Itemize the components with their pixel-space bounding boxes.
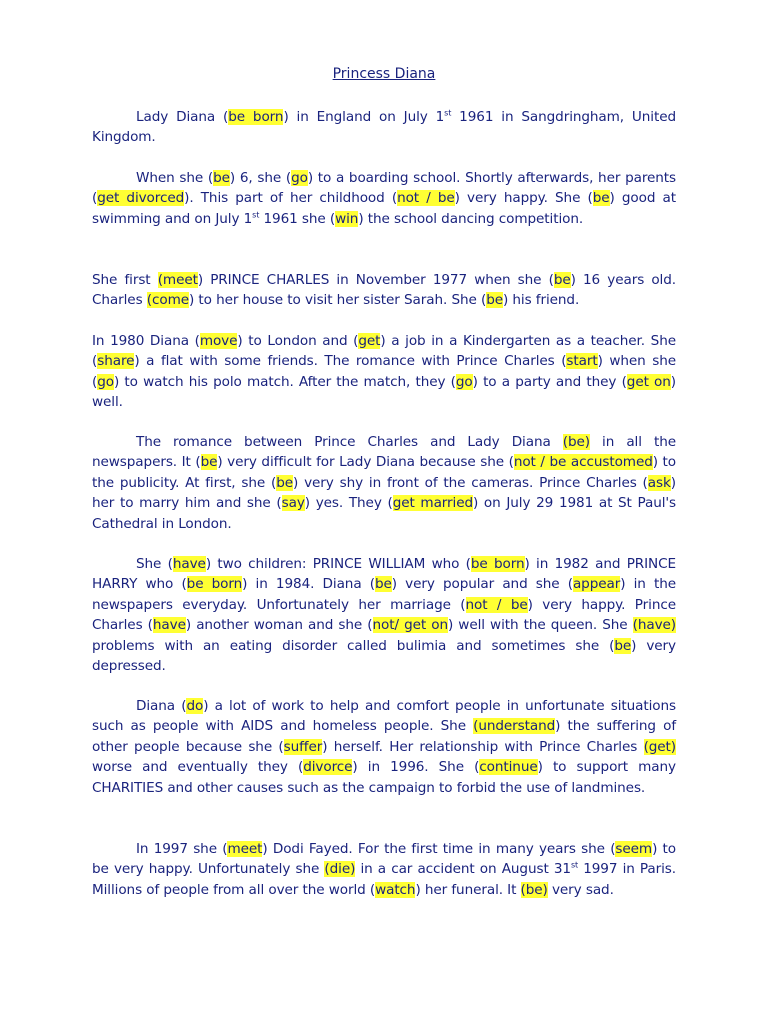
text-run: She (	[136, 556, 173, 572]
text-run: ) good at swimming and on July 1	[92, 190, 676, 227]
highlighted-verb: share	[97, 353, 135, 370]
paragraph-2	[92, 168, 676, 229]
text-run: ) the school dancing competition.	[358, 210, 584, 227]
highlighted-verb: meet	[227, 841, 263, 857]
highlighted-verb: appear	[572, 576, 621, 593]
text-run: in a car accident on August 31	[355, 861, 571, 878]
text-run: ). This part of her childhood (	[184, 190, 398, 207]
highlighted-verb: move	[199, 333, 238, 349]
text-run: ) to support many CHARITIES and other causes such as the campaign to forbid the use of landmines.	[92, 759, 676, 796]
highlighted-verb: (meet	[157, 272, 198, 288]
text-run: ) Dodi Fayed. For the first time in many years she (	[262, 841, 616, 857]
highlighted-verb: (come	[146, 292, 189, 309]
text-run: 1961 she (	[259, 210, 336, 227]
text-run: ) in 1984. Diana (	[242, 576, 375, 593]
text-run: ) to the publicity. At first, she (	[92, 454, 677, 491]
text-run: When she (	[136, 170, 214, 186]
text-run: ) to watch his polo match. After the match, they (	[113, 373, 456, 390]
paragraph-7	[92, 696, 676, 798]
text-run: 1961 in Sangdringham, United Kingdom.	[92, 109, 676, 146]
highlighted-verb: divorce	[303, 759, 353, 776]
highlighted-verb: have	[172, 556, 206, 572]
highlighted-verb: (die)	[324, 861, 356, 878]
text-run: ) his friend.	[502, 292, 580, 309]
text-run: Diana (	[136, 698, 187, 714]
text-run: ) very shy in front of the cameras. Prince Charles (	[293, 474, 648, 491]
highlighted-verb: go	[455, 373, 473, 390]
text-run: worse and eventually they (	[92, 759, 304, 776]
highlighted-verb: have	[152, 617, 186, 634]
text-run: ) 16 years old. Charles	[92, 272, 676, 309]
highlighted-verb: watch	[375, 881, 416, 898]
text-run: ) very happy. Prince Charles (	[92, 596, 676, 634]
text-run: ) on July 29 1981 at St Paul's Cathedral in London.	[92, 495, 677, 532]
highlighted-verb: be	[553, 272, 571, 288]
highlighted-verb: get married	[392, 495, 474, 512]
text-run: ) to her house to visit her sister Sarah. She (	[188, 292, 487, 309]
highlighted-verb: not/ get on	[372, 617, 448, 634]
text-run: ) in the newspapers everyday. Unfortunately her marriage (	[92, 576, 676, 613]
highlighted-verb: (understand	[473, 718, 556, 735]
text-run: ) very popular and she (	[391, 576, 573, 593]
text-run: In 1980 Diana (	[92, 333, 200, 349]
highlighted-verb: ask	[647, 474, 671, 491]
highlighted-verb: (get)	[643, 738, 676, 755]
highlighted-verb: start	[566, 353, 598, 370]
text-run: ) another woman and she (	[185, 617, 373, 634]
highlighted-verb: (have)	[632, 617, 676, 634]
highlighted-verb: be	[614, 637, 632, 654]
text-run: ) in England on July 1	[283, 109, 445, 125]
text-run: ) to a boarding school. Shortly afterwards, her parents (	[92, 170, 677, 207]
highlighted-verb: suffer	[283, 738, 323, 755]
paragraph-1	[92, 107, 676, 148]
text-run: 1997 in Paris. Millions of people from all over the world (	[92, 861, 677, 898]
text-run: ) very happy. She (	[454, 190, 593, 207]
text-run: ) in 1996. She (	[352, 759, 480, 776]
text-run: ) to a party and they (	[472, 373, 627, 390]
document-title: Princess Diana	[332, 66, 436, 82]
highlighted-verb: continue	[479, 759, 538, 776]
text-run: ) a lot of work to help and comfort people in unfortunate situations such as people with AIDS and homeless people. She	[92, 698, 676, 735]
text-run: ) her to marry him and she (	[92, 474, 676, 512]
text-run: ) two children: PRINCE WILLIAM who (	[205, 556, 471, 572]
highlighted-verb: not / be	[397, 190, 455, 207]
highlighted-verb: (be)	[562, 434, 590, 450]
highlighted-verb: (be)	[520, 881, 548, 898]
paragraph-8	[92, 839, 676, 900]
highlighted-verb: seem	[615, 841, 653, 857]
text-run: ) a job in a Kindergarten as a teacher. She (	[92, 333, 676, 370]
text-run: ) 6, she (	[229, 170, 292, 186]
text-run: ) PRINCE CHARLES in November 1977 when she (	[197, 272, 554, 288]
highlighted-verb: be	[374, 576, 392, 593]
text-run: problems with an eating disorder called bulimia and sometimes she (	[92, 637, 615, 654]
text-run: ) well with the queen. She	[447, 617, 633, 634]
highlighted-verb: get on	[626, 373, 671, 390]
highlighted-verb: win	[335, 210, 359, 227]
highlighted-verb: be	[276, 474, 294, 491]
text-run: in all the newspapers. It (	[92, 434, 676, 471]
highlighted-verb: not / be accustomed	[513, 454, 653, 471]
text-run: ) her funeral. It	[415, 881, 521, 898]
text-run: The romance between Prince Charles and Lady Diana	[136, 434, 563, 450]
paragraph-4	[92, 331, 676, 413]
highlighted-verb: go	[291, 170, 308, 186]
text-run: ) in 1982 and PRINCE HARRY who (	[92, 556, 676, 593]
text-run: Lady Diana (	[136, 109, 229, 125]
text-run: In 1997 she (	[136, 841, 228, 857]
highlighted-verb: do	[186, 698, 204, 714]
text-run: very sad.	[547, 881, 614, 898]
text-run: ) herself. Her relationship with Prince Charles	[322, 738, 644, 755]
ordinal-suffix: st	[570, 860, 579, 870]
highlighted-verb: be	[486, 292, 503, 309]
paragraph-6	[92, 554, 676, 676]
ordinal-suffix: st	[444, 108, 452, 118]
text-run: She first	[92, 272, 158, 288]
highlighted-verb: say	[281, 495, 305, 512]
highlighted-verb: be	[592, 190, 610, 207]
highlighted-verb: get	[358, 333, 381, 349]
text-run: ) yes. They (	[304, 495, 393, 512]
text-run: ) to be very happy. Unfortunately she	[92, 841, 677, 878]
highlighted-verb: be	[200, 454, 218, 471]
ordinal-suffix: st	[252, 210, 260, 220]
highlighted-verb: go	[97, 373, 114, 390]
text-run: ) a flat with some friends. The romance with Prince Charles (	[134, 353, 567, 370]
text-run: ) when she (	[92, 353, 676, 390]
highlighted-verb: not / be	[465, 596, 528, 613]
text-run: ) very depressed.	[92, 637, 676, 675]
text-run: ) the suffering of other people because she (	[92, 718, 676, 755]
highlighted-verb: be	[213, 170, 230, 186]
text-run: ) well.	[92, 373, 677, 411]
text-run: ) very difficult for Lady Diana because she (	[217, 454, 514, 471]
highlighted-verb: get divorced	[97, 190, 185, 207]
paragraph-3	[92, 270, 676, 311]
highlighted-verb: be born	[470, 556, 525, 572]
highlighted-verb: be born	[186, 576, 243, 593]
paragraph-5	[92, 432, 676, 534]
highlighted-verb: be born	[228, 109, 284, 125]
text-run: ) to London and (	[237, 333, 359, 349]
